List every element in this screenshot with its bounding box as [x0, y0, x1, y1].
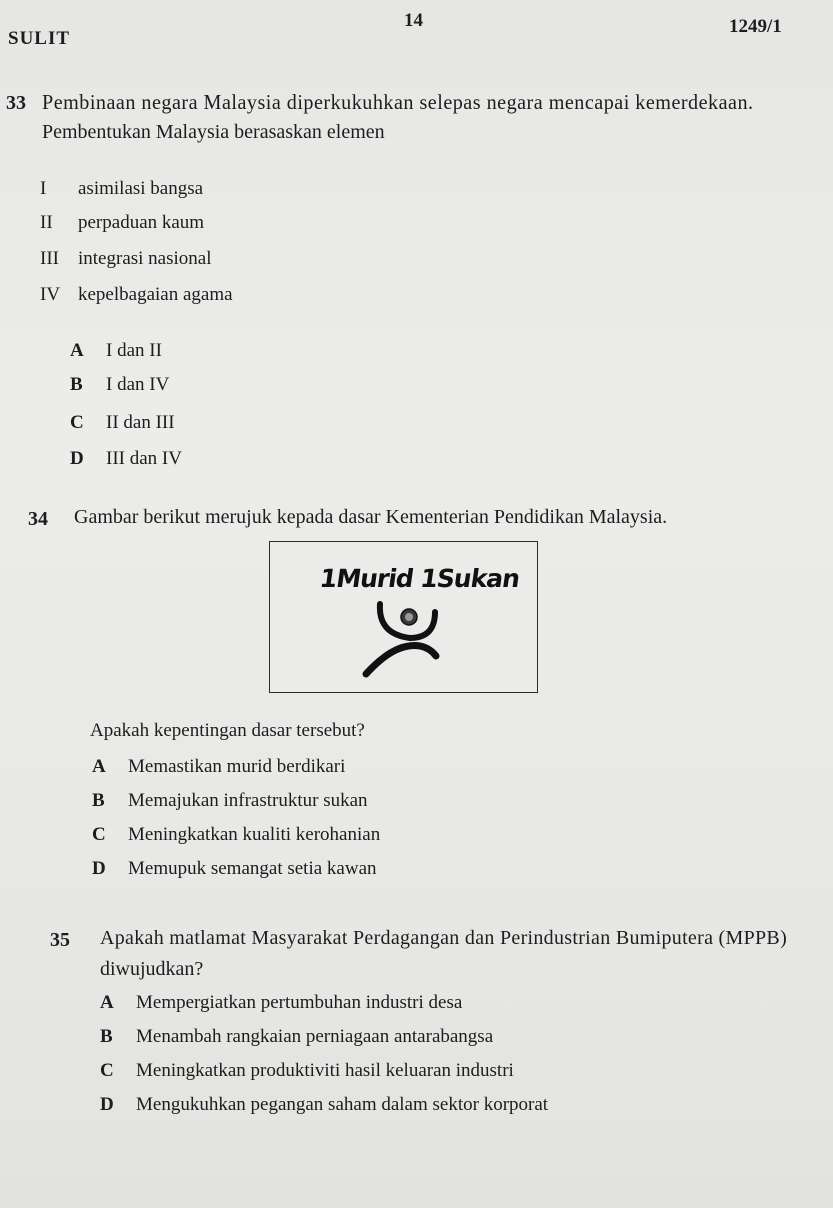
statement-text: integrasi nasional: [78, 248, 212, 269]
option-text: Memupuk semangat setia kawan: [128, 858, 377, 879]
policy-logo-figure: [269, 541, 538, 693]
question-stem-line2: diwujudkan?: [100, 958, 204, 980]
option-text: Meningkatkan produktiviti hasil keluaran industri: [136, 1060, 514, 1081]
option-text: I dan IV: [106, 374, 170, 395]
question-prompt: Apakah kepentingan dasar tersebut?: [90, 720, 365, 741]
answer-option-c[interactable]: [92, 824, 380, 846]
option-letter: D: [70, 448, 84, 469]
answer-option-d[interactable]: [70, 448, 182, 470]
question-number: 33: [6, 92, 26, 114]
answer-option-a[interactable]: [100, 992, 462, 1014]
answer-option-d[interactable]: [100, 1094, 548, 1116]
option-text: Menambah rangkaian perniagaan antarabangsa: [136, 1026, 494, 1047]
statement-item: [40, 178, 203, 200]
option-letter: D: [100, 1094, 114, 1115]
option-letter: A: [70, 340, 84, 361]
answer-option-a[interactable]: [70, 340, 162, 362]
athlete-figure-icon: [270, 542, 537, 692]
answer-option-c[interactable]: [70, 412, 175, 434]
logo-text: 1Murid 1Sukan: [317, 564, 522, 593]
statement-roman: III: [40, 248, 59, 269]
option-text: I dan II: [106, 340, 162, 361]
statement-roman: I: [40, 178, 47, 199]
question-number: 35: [50, 929, 70, 951]
option-text: II dan III: [106, 412, 175, 433]
question-number: 34: [28, 508, 48, 530]
statement-item: [40, 284, 233, 306]
statement-text: perpaduan kaum: [78, 212, 205, 233]
statement-item: [40, 212, 204, 234]
question-stem-line1: Pembinaan negara Malaysia diperkukuhkan selepas negara mencapai kemerdekaan.: [42, 90, 754, 114]
question-stem-line1: Apakah matlamat Masyarakat Perdagangan dan Perindustrian Bumiputera (MPPB): [100, 927, 788, 949]
option-text: Memastikan murid berdikari: [128, 756, 346, 777]
option-letter: C: [70, 412, 84, 433]
option-letter: A: [92, 756, 106, 777]
option-letter: C: [92, 824, 106, 845]
statement-roman: IV: [40, 284, 61, 305]
answer-option-b[interactable]: [92, 790, 368, 812]
option-letter: A: [100, 992, 114, 1013]
answer-option-d[interactable]: [92, 858, 377, 880]
option-text: Mengukuhkan pegangan saham dalam sektor korporat: [136, 1094, 549, 1115]
answer-option-b[interactable]: [70, 374, 169, 396]
answer-option-c[interactable]: [100, 1060, 514, 1082]
option-text: Memajukan infrastruktur sukan: [128, 790, 368, 811]
option-text: Meningkatkan kualiti kerohanian: [128, 824, 381, 845]
option-letter: C: [100, 1060, 114, 1081]
statement-text: asimilasi bangsa: [78, 178, 204, 199]
statement-roman: II: [40, 212, 53, 233]
option-letter: B: [92, 790, 105, 811]
option-letter: B: [70, 374, 83, 395]
page-number: 14: [404, 10, 423, 31]
header-sulit: SULIT: [8, 28, 71, 49]
paper-code: 1249/1: [729, 16, 782, 37]
question-stem-line2: Pembentukan Malaysia berasaskan elemen: [42, 121, 385, 143]
option-text: III dan IV: [106, 448, 182, 469]
option-text: Mempergiatkan pertumbuhan industri desa: [136, 992, 463, 1013]
question-stem: Gambar berikut merujuk kepada dasar Kementerian Pendidikan Malaysia.: [74, 506, 668, 528]
answer-option-a[interactable]: [92, 756, 345, 778]
statement-text: kepelbagaian agama: [78, 284, 233, 305]
option-letter: B: [100, 1026, 113, 1047]
option-letter: D: [92, 858, 106, 879]
statement-item: [40, 248, 212, 270]
answer-option-b[interactable]: [100, 1026, 493, 1048]
